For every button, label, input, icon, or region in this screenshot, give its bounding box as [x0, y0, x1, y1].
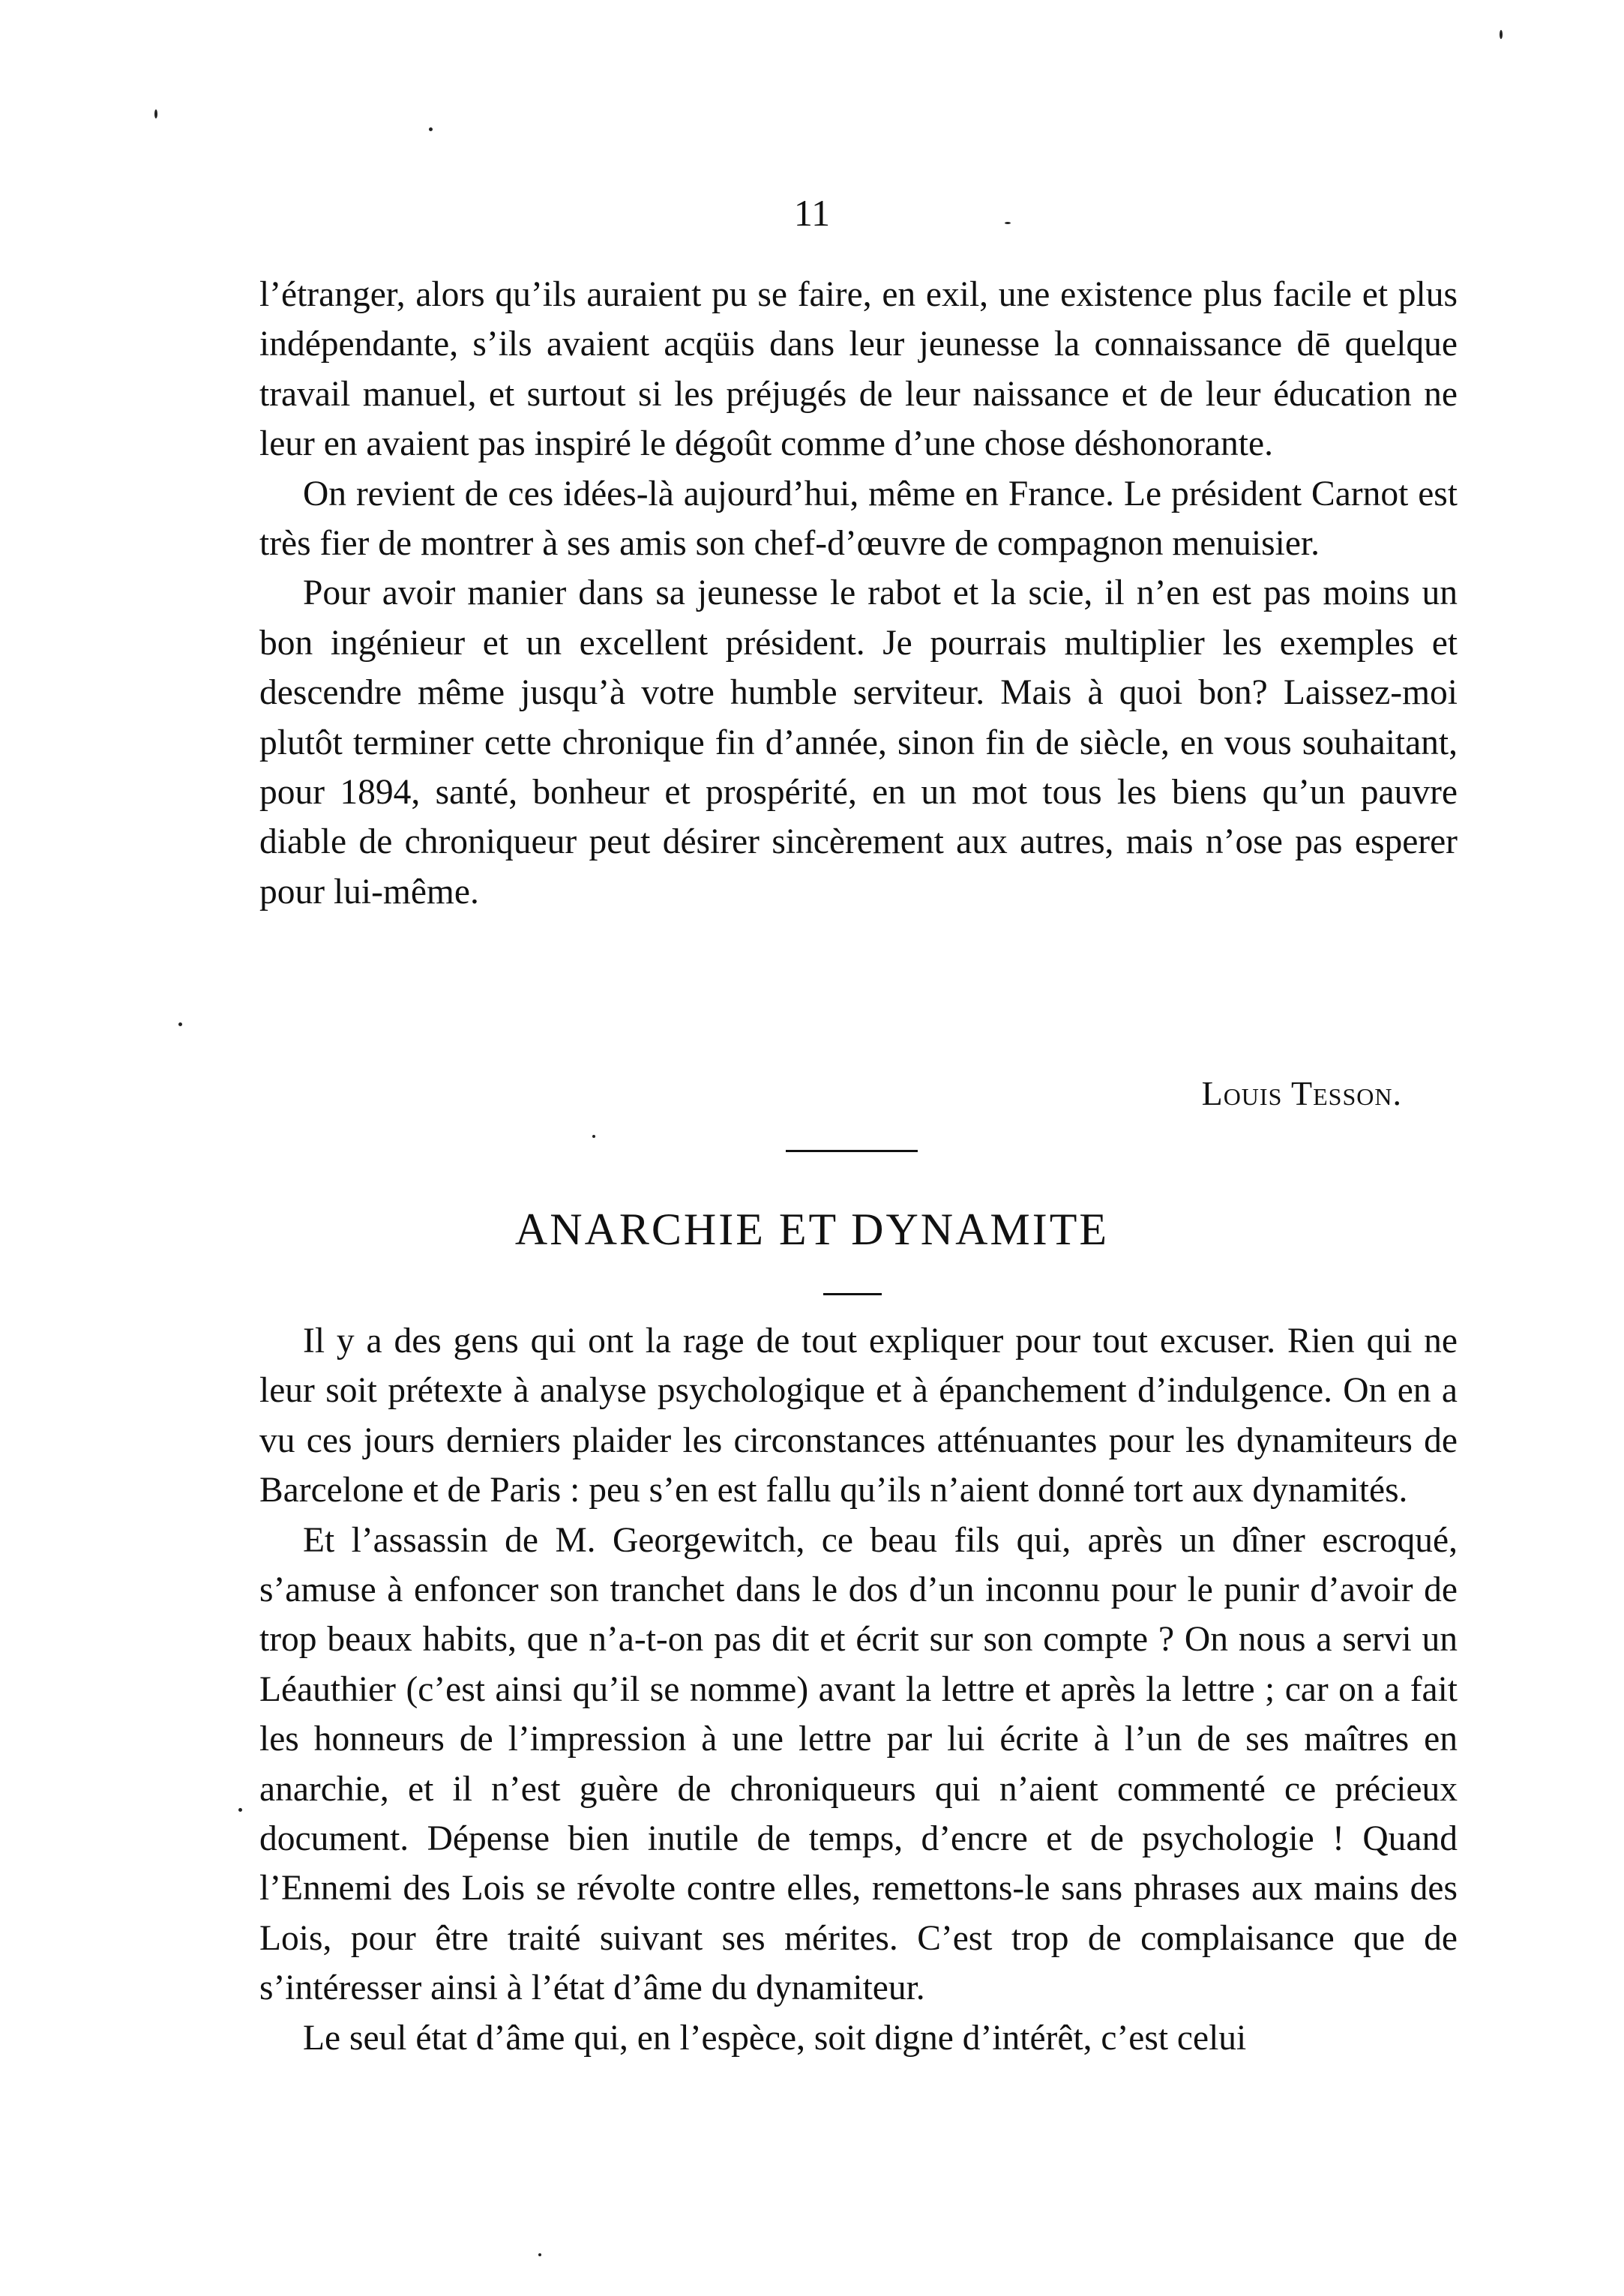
title-underline: [823, 1293, 882, 1295]
previous-article-body: [259, 270, 1458, 917]
section-divider: [786, 1150, 918, 1152]
author-signature: Louis Tesson.: [1201, 1074, 1402, 1112]
page-number: 11: [793, 192, 831, 234]
paragraph: Pour avoir manier dans sa jeunesse le rabot et la scie, il n’en est pas moins un bon ingénieur et un excellent président. Je pourrais multiplier les exemples et descendre même jusqu’à votre humble serviteur. Mais à quoi bon? Laissez-moi plutôt terminer cette chronique fin d’année, sinon fin de siècle, en vous souhaitant, pour 1894, santé, bonheur et prospérité, en un mot tous les biens qu’un pauvre diable de chroniqueur peut désirer sincèrement aux autres, mais n’ose pas esperer pour lui-même.: [259, 573, 1458, 912]
article-body: [259, 1316, 1458, 2063]
paragraph: l’étranger, alors qu’ils auraient pu se faire, en exil, une existence plus facile et plus indépendante, s’ils avaient acqüis dans leur jeunesse la connaissance dē quelque travail manuel, et surtout si les préjugés de leur naissance et de leur éducation ne leur en avaient pas inspiré le dégoût comme d’une chose déshonorante.: [259, 275, 1458, 464]
print-speck: [1500, 30, 1503, 39]
print-speck: [592, 1135, 595, 1138]
paragraph: On revient de ces idées-là aujourd’hui, même en France. Le président Carnot est très fier de montrer à ses amis son chef-d’œuvre de compagnon menuisier.: [259, 474, 1458, 564]
print-speck: [538, 2253, 541, 2256]
print-speck: [178, 1022, 182, 1026]
paragraph: Il y a des gens qui ont la rage de tout expliquer pour tout excuser. Rien qui ne leur soit prétexte à analyse psychologique et à épanchement d’indulgence. On en a vu ces jours derniers plaider les circonstances atténuantes pour les dynamiteurs de Barcelone et de Paris : peu s’en est fallu qu’ils n’aient donné tort aux dynamités.: [259, 1322, 1458, 1510]
section-title: ANARCHIE ET DYNAMITE: [514, 1205, 1110, 1254]
paragraph: Le seul état d’âme qui, en l’espèce, soit digne d’intérêt, c’est celui: [303, 2018, 1247, 2058]
paragraph: Et l’assassin de M. Georgewitch, ce beau fils qui, après un dîner escroqué, s’amuse à enfoncer son tranchet dans le dos d’un inconnu pour le punir d’avoir de trop beaux habits, que n’a-t-on pas dit et écrit sur son compte ? On nous a servi un Léauthier (c’est ainsi qu’il se nomme) avant la lettre et après la lettre ; car on a fait les honneurs de l’impression à une lettre par lui écrite à l’un de ses maîtres en anarchie, et il n’est guère de chroniqueurs qui n’aient commenté ce précieux document. Dépense bien inutile de temps, d’encre et de psychologie ! Quand l’Ennemi des Lois se révolte contre elles, remettons-le sans phrases aux mains des Lois, pour être traité suivant ses mérites. C’est trop de complaisance que de s’intéresser ainsi à l’état d’âme du dynamiteur.: [259, 1520, 1458, 2008]
print-speck: [238, 1808, 242, 1812]
print-speck: [429, 127, 433, 131]
print-speck: [154, 109, 157, 118]
